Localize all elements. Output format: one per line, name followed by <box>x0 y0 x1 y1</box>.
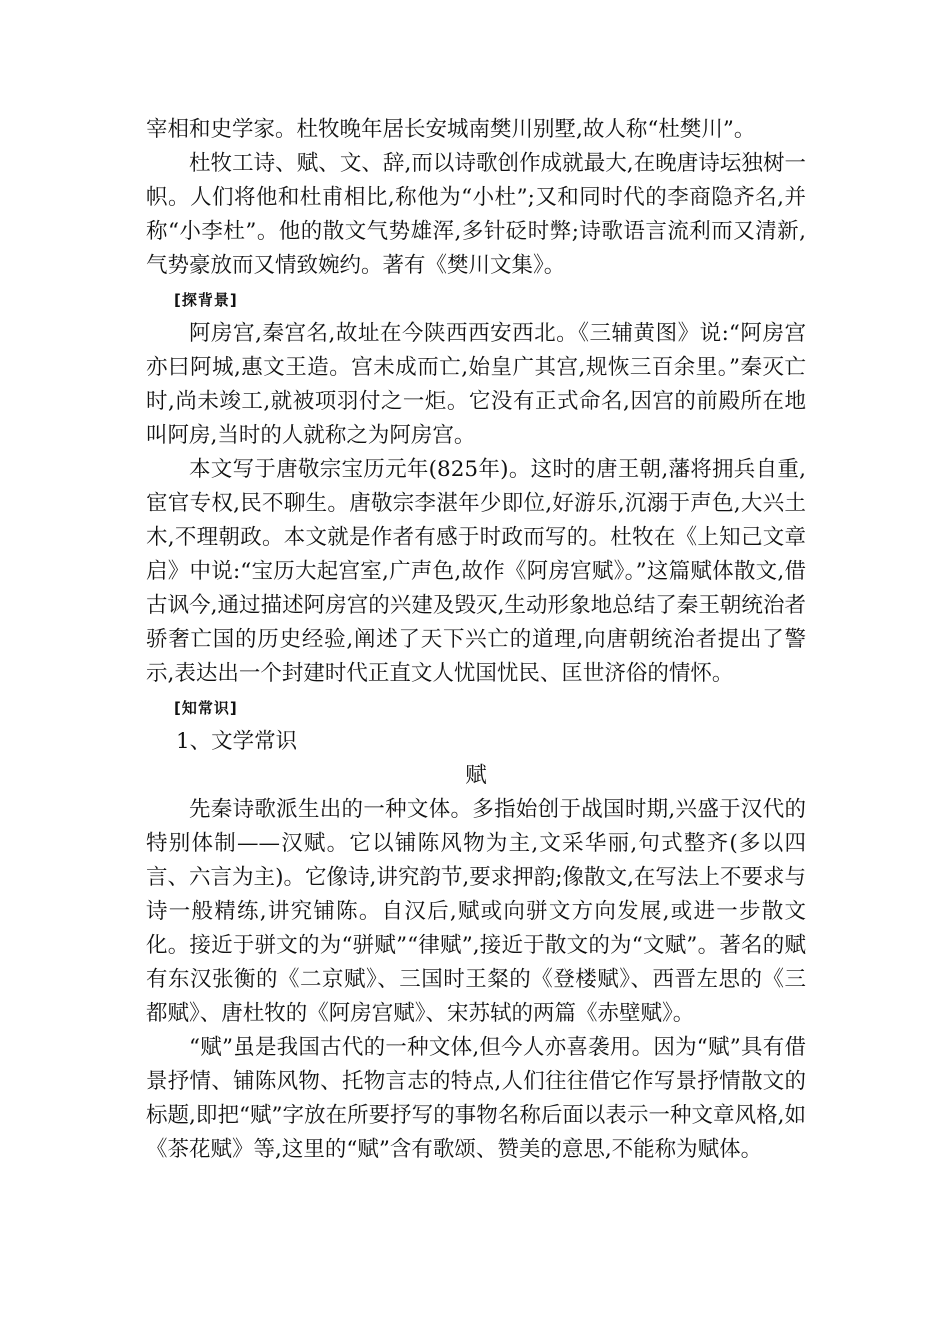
intro-paragraph: 杜牧工诗、赋、文、辞,而以诗歌创作成就最大,在晚唐诗坛独树一帜。人们将他和杜甫相比,称他为“小杜”;又和同时代的李商隐齐名,并称“小李杜”。他的散文气势雄浑,多针砭时弊;诗歌语言流利而又清新,气势豪放而又情致婉约。著有《樊川文集》。 <box>146 151 806 278</box>
fu-paragraph-1: 先秦诗歌派生出的一种文体。多指始创于战国时期,兴盛于汉代的特别体制——汉赋。它以铺陈风物为主,文采华丽,句式整齐(多以四言、六言为主)。它像诗,讲究韵节,要求押韵;像散文,在写法上不要求与诗一般精练,讲究铺陈。自汉后,赋或向骈文方向发展,或进一步散文化。接近于骈文的为“骈赋”“律赋”,接近于散文的为“文赋”。著名的赋有东汉张衡的《二京赋》、三国时王粲的《登楼赋》、西晋左思的《三都赋》、唐杜牧的《阿房宫赋》、宋苏轼的两篇《赤壁赋》。 <box>146 797 806 1026</box>
intro-continuation: 宰相和史学家。杜牧晚年居长安城南樊川别墅,故人称“杜樊川”。 <box>146 117 756 142</box>
literature-knowledge-heading: 1、文学常识 <box>176 729 298 754</box>
background-paragraph-1: 阿房宫,秦宫名,故址在今陕西西安西北。《三辅黄图》说:“阿房宫亦曰阿城,惠文王造。宫未成而亡,始皇广其宫,规恢三百余里。”秦灭亡时,尚未竣工,就被项羽付之一炬。它没有正式命名,因宫的前殿所在地叫阿房,当时的人就称之为阿房宫。 <box>146 321 806 448</box>
background-paragraph-2: 本文写于唐敬宗宝历元年(825年)。这时的唐王朝,藩将拥兵自重,宦官专权,民不聊生。唐敬宗李湛年少即位,好游乐,沉溺于声色,大兴土木,不理朝政。本文就是作者有感于时政而写的。杜牧在《上知己文章启》中说:“宝历大起宫室,广声色,故作《阿房宫赋》。”这篇赋体散文,借古讽今,通过描述阿房宫的兴建及毁灭,生动形象地总结了秦王朝统治者骄奢亡国的历史经验,阐述了天下兴亡的道理,向唐朝统治者提出了警示,表达出一个封建时代正直文人忧国忧民、匡世济俗的情怀。 <box>146 457 806 686</box>
section-tag-background: [探背景] <box>174 291 238 309</box>
section-tag-knowledge: [知常识] <box>174 699 238 717</box>
fu-paragraph-2: “赋”虽是我国古代的一种文体,但今人亦喜袭用。因为“赋”具有借景抒情、铺陈风物、托物言志的特点,人们往往借它作写景抒情散文的标题,即把“赋”字放在所要抒写的事物名称后面以表示一种文章风格,如《茶花赋》等,这里的“赋”含有歌颂、赞美的意思,不能称为赋体。 <box>146 1035 806 1162</box>
fu-title: 赋 <box>465 763 487 788</box>
document-page <box>146 113 806 1167</box>
